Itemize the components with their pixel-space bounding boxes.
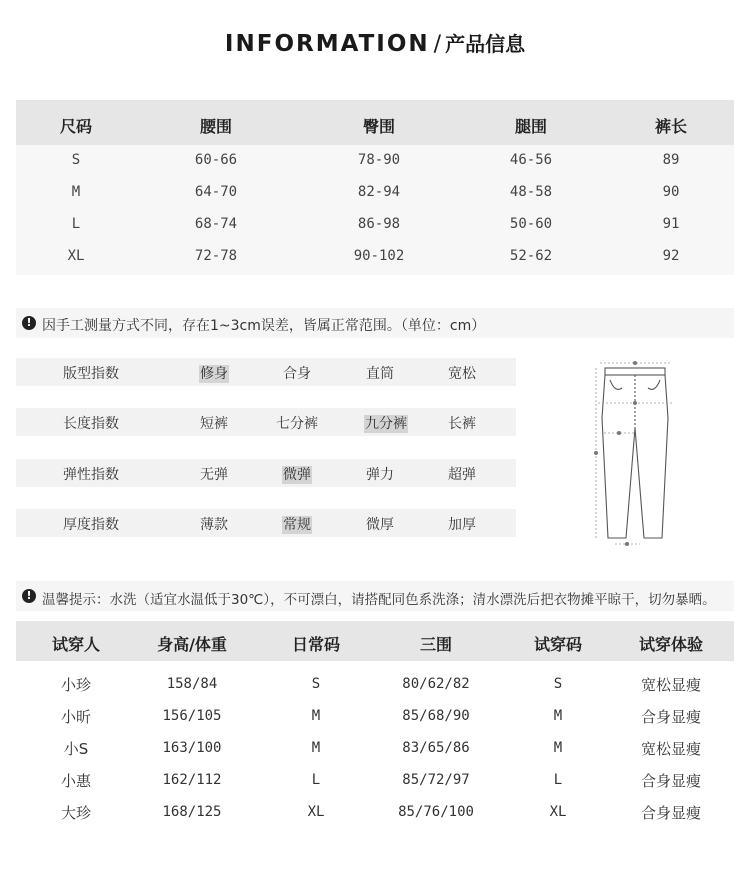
size-cell: 92 <box>662 248 680 264</box>
size-cell: 90 <box>662 184 680 200</box>
size-cell: L <box>71 216 81 232</box>
try-header-measurements: 三围 <box>419 635 452 654</box>
size-table <box>16 100 734 275</box>
size-header-length: 裤长 <box>654 117 687 136</box>
try-cell: 83/65/86 <box>402 740 470 756</box>
try-header-try-size: 试穿码 <box>533 635 582 654</box>
size-cell: 90-102 <box>353 248 405 264</box>
title-separator: / <box>433 32 442 57</box>
try-cell: 156/105 <box>162 708 222 724</box>
measure-marker <box>617 431 621 435</box>
try-cell: 小惠 <box>60 772 91 790</box>
index-label: 弹性指数 <box>63 467 119 483</box>
size-cell: 91 <box>662 216 680 232</box>
exclamation-circle-icon: ! <box>22 589 36 603</box>
index-label: 版型指数 <box>63 366 119 382</box>
pants-waistband <box>605 368 665 375</box>
size-cell: 68-74 <box>194 216 238 232</box>
index-option: 七分裤 <box>276 416 318 432</box>
thickness-index-row <box>16 509 516 537</box>
try-cell: M <box>553 740 563 756</box>
size-cell: M <box>71 184 81 200</box>
size-header-size: 尺码 <box>59 117 92 136</box>
try-cell: 85/72/97 <box>402 772 470 788</box>
try-cell: 168/125 <box>162 804 222 820</box>
size-cell: 64-70 <box>194 184 238 200</box>
index-label: 厚度指数 <box>63 517 119 533</box>
size-cell: 72-78 <box>194 248 238 264</box>
size-cell: 82-94 <box>357 184 401 200</box>
title-cn: 产品信息 <box>445 32 526 56</box>
try-cell: 宽松显瘦 <box>640 740 701 758</box>
size-cell: 60-66 <box>194 152 238 168</box>
size-header-hip: 臀围 <box>362 117 395 136</box>
measure-marker <box>633 361 637 365</box>
index-option: 无弹 <box>200 467 228 483</box>
size-cell: 86-98 <box>357 216 401 232</box>
try-cell: 158/84 <box>166 676 218 692</box>
title-en: INFORMATION <box>224 31 430 57</box>
try-cell: 小S <box>63 740 89 758</box>
pants-pocket <box>648 380 660 389</box>
size-table-header <box>16 100 734 145</box>
index-option: 直筒 <box>366 366 394 382</box>
index-option: 合身 <box>283 366 311 382</box>
try-cell: 163/100 <box>162 740 222 756</box>
size-header-waist: 腰围 <box>199 117 232 136</box>
try-header-daily-size: 日常码 <box>291 635 340 654</box>
pants-left-leg <box>602 375 635 538</box>
index-option-selected: 九分裤 <box>365 416 407 432</box>
index-label: 长度指数 <box>63 416 119 432</box>
size-cell: 50-60 <box>509 216 553 232</box>
pants-pocket <box>610 380 622 389</box>
index-option-selected: 修身 <box>200 366 228 382</box>
try-header-height-weight: 身高/体重 <box>157 635 227 654</box>
size-cell: 46-56 <box>509 152 553 168</box>
try-cell: 合身显瘦 <box>640 772 701 790</box>
pants-measurement-diagram <box>560 358 680 548</box>
elasticity-index-row <box>16 459 516 487</box>
fit-index-row <box>16 358 516 386</box>
try-cell: 162/112 <box>162 772 222 788</box>
try-cell: 85/68/90 <box>402 708 470 724</box>
try-on-table-header <box>16 621 734 661</box>
try-cell: M <box>311 740 321 756</box>
exclamation-circle-icon: ! <box>22 316 36 330</box>
index-option: 宽松 <box>448 366 476 382</box>
try-cell: S <box>553 676 563 692</box>
index-option: 微厚 <box>366 517 394 533</box>
try-cell: S <box>311 676 321 692</box>
try-cell: 宽松显瘦 <box>640 676 701 694</box>
index-option <box>351 413 421 433</box>
page-title <box>0 28 750 64</box>
index-option: 短裤 <box>200 416 228 432</box>
index-option-selected: 微弹 <box>283 467 311 483</box>
try-cell: 80/62/82 <box>402 676 470 692</box>
measure-marker <box>633 401 637 405</box>
size-cell: 52-62 <box>509 248 553 264</box>
index-option: 加厚 <box>448 517 476 533</box>
try-cell: 85/76/100 <box>398 804 474 820</box>
measure-marker <box>594 451 598 455</box>
size-cell: S <box>71 152 81 168</box>
index-option: 薄款 <box>200 517 228 533</box>
try-cell: M <box>553 708 563 724</box>
size-cell: 89 <box>662 152 680 168</box>
try-header-tester: 试穿人 <box>51 635 100 654</box>
size-cell: XL <box>67 248 85 264</box>
index-option: 长裤 <box>448 416 476 432</box>
try-cell: XL <box>307 804 325 820</box>
try-cell: 合身显瘦 <box>640 708 701 726</box>
care-note-text: 温馨提示：水洗（适宜水温低于30℃），不可漂白，请搭配同色系洗涤；清水漂洗后把衣物摊平晾干，切勿暴晒。 <box>42 592 716 608</box>
try-cell: 小珍 <box>60 676 91 694</box>
measurement-note-text: 因手工测量方式不同，存在1~3cm误差，皆属正常范围。（单位：cm） <box>42 318 486 334</box>
try-cell: 大珍 <box>60 804 91 822</box>
index-option: 超弹 <box>448 467 476 483</box>
try-header-experience: 试穿体验 <box>638 635 703 654</box>
try-cell: 小昕 <box>60 708 91 726</box>
index-option <box>262 514 332 534</box>
try-cell: M <box>311 708 321 724</box>
size-cell: 78-90 <box>357 152 401 168</box>
pants-right-leg <box>635 375 668 538</box>
measure-marker <box>625 542 629 546</box>
index-option <box>262 464 332 484</box>
length-index-row <box>16 408 516 436</box>
care-note <box>16 581 734 611</box>
try-cell: L <box>553 772 563 788</box>
index-option: 弹力 <box>366 467 394 483</box>
measurement-note <box>16 308 734 338</box>
try-cell: XL <box>549 804 567 820</box>
try-on-table <box>16 621 734 831</box>
try-cell: 合身显瘦 <box>640 804 701 822</box>
index-option <box>179 363 249 383</box>
index-option-selected: 常规 <box>283 517 311 533</box>
size-header-thigh: 腿围 <box>514 117 547 136</box>
try-cell: L <box>311 772 321 788</box>
size-cell: 48-58 <box>509 184 553 200</box>
